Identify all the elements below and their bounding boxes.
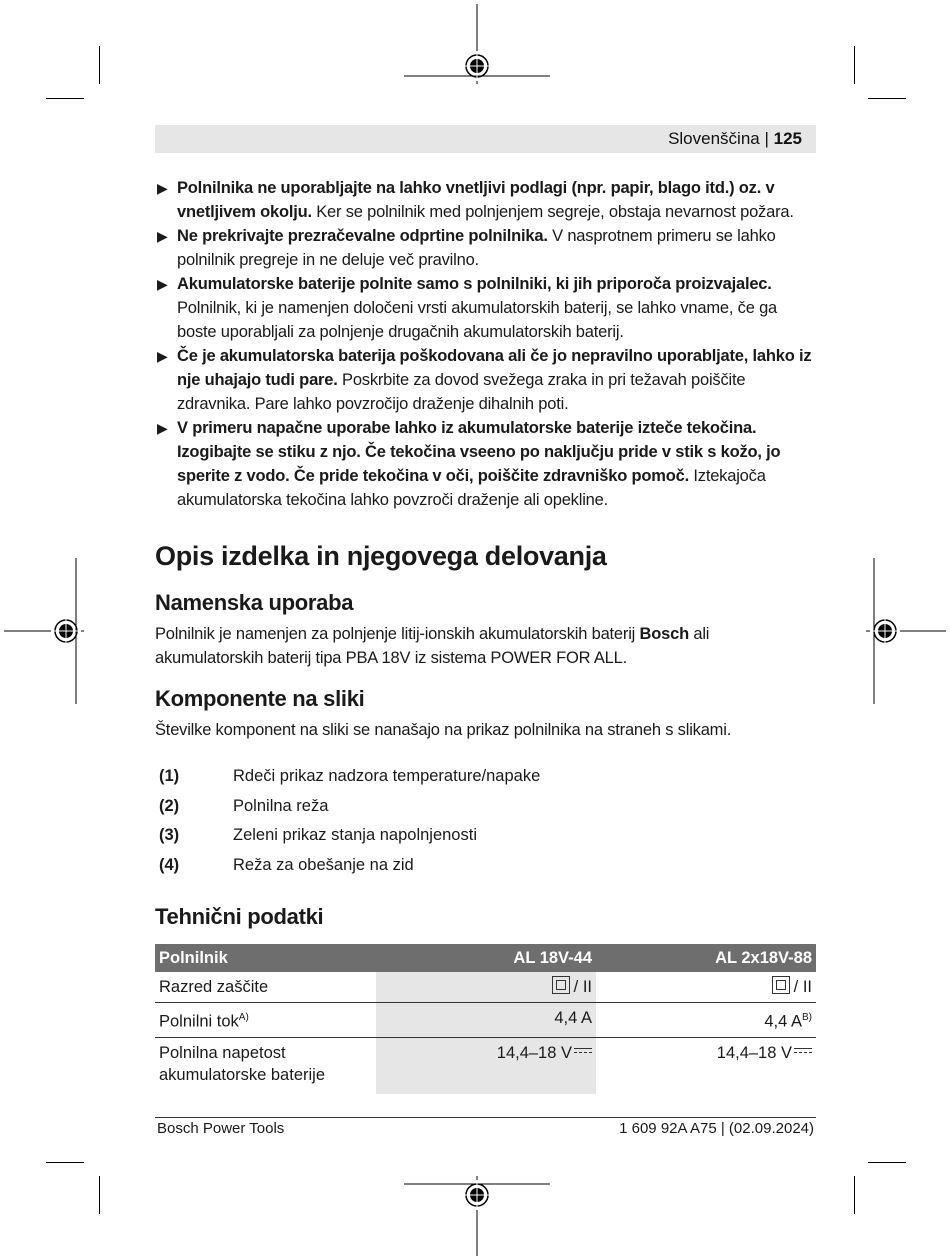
direct-current-icon bbox=[794, 1048, 812, 1056]
crop-mark bbox=[868, 1162, 906, 1163]
table-cell bbox=[596, 1037, 816, 1094]
registration-mark-left bbox=[4, 558, 84, 704]
table-cell: Razred zaščite bbox=[155, 972, 376, 1003]
table-cell bbox=[596, 972, 816, 1003]
bullet-text: Ker se polnilnik med polnjenjem segreje, obstaja nevarnost požara. bbox=[311, 203, 794, 221]
footnote-ref: A) bbox=[238, 1012, 249, 1023]
table-cell bbox=[155, 1003, 376, 1038]
cell-value: Polnilni tok bbox=[159, 1012, 239, 1031]
bullet-text: Iztekajoča akumulatorska tekočina lahko povzroči draženje ali opekline. bbox=[177, 467, 766, 509]
crop-mark bbox=[46, 98, 84, 99]
footer-brand: Bosch Power Tools bbox=[157, 1120, 285, 1137]
registration-mark-right bbox=[866, 558, 946, 704]
table-header-cell: AL 2x18V-88 bbox=[596, 944, 816, 972]
cell-value: 4,4 A bbox=[764, 1012, 802, 1031]
bullet-text: V nasprotnem primeru se lahko polnilnik pregreje in ne deluje več pravilno. bbox=[177, 227, 776, 269]
section-title: Opis izdelka in njegovega delovanja bbox=[155, 541, 607, 571]
page-header bbox=[155, 125, 816, 153]
component-label: Zeleni prikaz stanja napolnjenosti bbox=[233, 826, 477, 844]
intended-use-text-before: Polnilnik je namenjen za polnjenje litij-ionskih akumulatorskih baterij bbox=[155, 625, 640, 643]
technical-table bbox=[155, 944, 816, 1094]
bullet-bold: V primeru napačne uporabe lahko iz akumulatorske baterije izteče tekočina. Izogibajte se stiku z njo. Če tekočina vseeno po naključju pride v stik s kožo, jo sperite z vodo. Če pride tekočina v oči, poiščite zdravniško pomoč. bbox=[177, 419, 781, 485]
bullet-bold: Če je akumulatorska baterija poškodovana ali če jo nepravilno uporabljate, lahko iz nje uhajajo tudi pare. bbox=[177, 347, 812, 389]
protection-class-ii-icon bbox=[772, 976, 790, 994]
components-list bbox=[155, 762, 817, 880]
table-cell bbox=[155, 1037, 376, 1094]
list-item bbox=[155, 851, 817, 881]
table-cell bbox=[596, 1003, 816, 1038]
bullet-triangle-icon: ▶ bbox=[157, 348, 168, 364]
intended-use-text bbox=[155, 622, 817, 670]
component-number: (4) bbox=[159, 855, 180, 874]
component-number: (3) bbox=[159, 826, 180, 844]
components-heading: Komponente na sliki bbox=[155, 686, 365, 711]
bullet-triangle-icon: ▶ bbox=[157, 420, 168, 436]
table-header-row bbox=[155, 944, 816, 972]
intended-use-text-after: ali akumulatorskih baterij tipa PBA 18V iz sistema POWER FOR ALL. bbox=[155, 625, 710, 667]
brand-name: Bosch bbox=[639, 625, 689, 643]
technical-heading: Tehnični podatki bbox=[155, 904, 324, 929]
component-label: Rdeči prikaz nadzora temperature/napake bbox=[233, 767, 541, 785]
intended-use-heading: Namenska uporaba bbox=[155, 590, 354, 615]
table-row bbox=[155, 1037, 816, 1094]
crop-mark bbox=[99, 1176, 100, 1214]
protection-class-ii-icon bbox=[552, 976, 570, 994]
cell-value: Polnilna napetost bbox=[159, 1043, 286, 1062]
crop-mark bbox=[46, 1162, 84, 1163]
table-cell bbox=[376, 1037, 596, 1094]
table-row bbox=[155, 1003, 816, 1038]
component-label: Polnilna reža bbox=[233, 796, 329, 815]
safety-bullet bbox=[155, 416, 817, 512]
safety-bullets bbox=[155, 176, 817, 512]
table-header-cell: AL 18V-44 bbox=[376, 944, 596, 972]
safety-bullet bbox=[155, 224, 817, 272]
page-content bbox=[155, 176, 817, 1094]
footnote-ref: B) bbox=[802, 1012, 812, 1023]
cell-value: 14,4–18 V bbox=[496, 1043, 572, 1062]
component-number: (1) bbox=[159, 767, 180, 785]
direct-current-icon bbox=[574, 1048, 592, 1056]
footer-doc-number: 1 609 92A A75 | (02.09.2024) bbox=[619, 1120, 814, 1137]
bullet-bold: Akumulatorske baterije polnite samo s polnilniki, ki jih priporoča proizvajalec. bbox=[177, 275, 772, 293]
crop-mark bbox=[99, 46, 100, 84]
header-text bbox=[668, 129, 802, 149]
bullet-triangle-icon: ▶ bbox=[157, 180, 168, 196]
list-item bbox=[155, 792, 817, 822]
cell-value: / II bbox=[573, 978, 592, 996]
crop-mark bbox=[854, 1176, 855, 1214]
crop-mark bbox=[868, 98, 906, 99]
safety-bullet bbox=[155, 272, 817, 344]
bullet-triangle-icon: ▶ bbox=[157, 228, 168, 244]
bullet-bold: Ne prekrivajte prezračevalne odprtine polnilnika. bbox=[177, 227, 548, 245]
page-number: 125 bbox=[773, 129, 802, 148]
table-row bbox=[155, 972, 816, 1003]
safety-bullet bbox=[155, 176, 817, 224]
cell-value: akumulatorske baterije bbox=[159, 1065, 325, 1084]
table-cell: 4,4 A bbox=[376, 1003, 596, 1038]
crop-mark bbox=[854, 46, 855, 84]
table-cell bbox=[376, 972, 596, 1003]
bullet-bold: Polnilnika ne uporabljajte na lahko vnetljivi podlagi (npr. papir, blago itd.) oz. v vnetljivem okolju. bbox=[177, 179, 775, 221]
cell-value: 14,4–18 V bbox=[716, 1043, 792, 1062]
component-label: Reža za obešanje na zid bbox=[233, 855, 414, 874]
registration-mark-top bbox=[404, 4, 550, 84]
components-intro: Številke komponent na sliki se nanašajo na prikaz polnilnika na straneh s slikami. bbox=[155, 721, 732, 739]
list-item bbox=[155, 821, 817, 851]
bullet-triangle-icon: ▶ bbox=[157, 276, 168, 292]
header-language: Slovenščina bbox=[668, 129, 760, 148]
registration-mark-bottom bbox=[404, 1176, 550, 1256]
bullet-text: Polnilnik, ki je namenjen določeni vrsti akumulatorskih baterij, se lahko vname, če ga boste uporabljali za polnjenje drugačnih akumulatorskih baterij. bbox=[177, 299, 778, 341]
list-item bbox=[155, 762, 817, 792]
cell-value: / II bbox=[793, 978, 812, 996]
header-separator: | bbox=[764, 129, 769, 148]
table-header-cell: Polnilnik bbox=[155, 944, 376, 972]
component-number: (2) bbox=[159, 796, 180, 815]
footer-divider bbox=[155, 1117, 816, 1118]
bullet-text: Poskrbite za dovod svežega zraka in pri težavah poiščite zdravnika. Pare lahko povzročijo draženje dihalnih poti. bbox=[177, 371, 746, 413]
safety-bullet bbox=[155, 344, 817, 416]
